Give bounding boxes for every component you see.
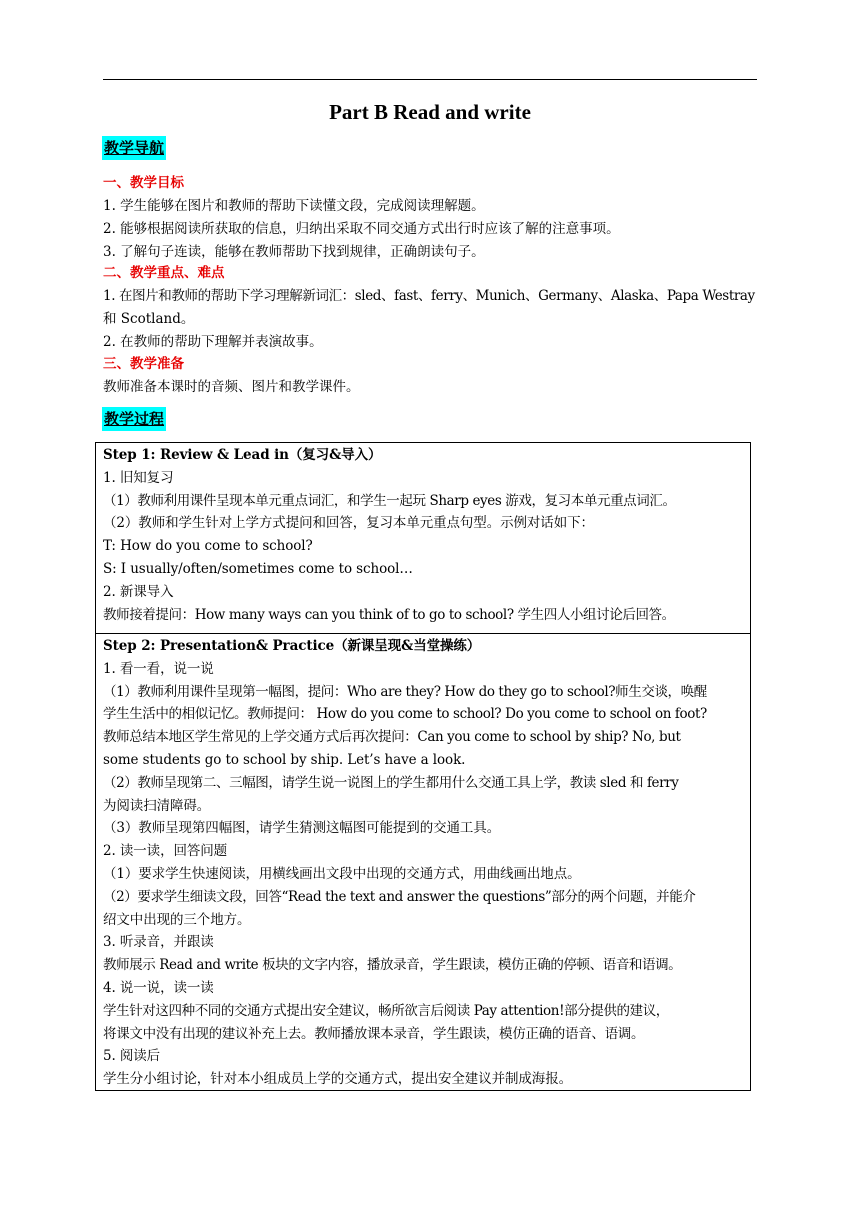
- text-line: 1. 看一看，说一说: [103, 660, 214, 677]
- text-line: 3. 听录音，并跟读: [103, 934, 214, 951]
- text-line: 1. 旧知复习: [103, 469, 174, 486]
- text-line: （1）要求学生快速阅读，用横线画出文段中出现的交通方式，用曲线画出地点。: [103, 865, 581, 882]
- text-line: 教师展示 Read and write 板块的文字内容，播放录音，学生跟读，模仿正确的停顿、语音和语调。: [103, 957, 682, 974]
- step-heading: Step 2: Presentation& Practice（新课呈现&当堂操练）: [103, 638, 481, 654]
- step2-table: [95, 633, 751, 1091]
- text-line: 2. 能够根据阅读所获取的信息，归纳出采取不同交通方式出行时应该了解的注意事项。: [103, 221, 620, 237]
- text-line: 学生分小组讨论，针对本小组成员上学的交通方式，提出安全建议并制成海报。: [103, 1071, 572, 1088]
- text-line: 4. 说一说，读一读: [103, 979, 214, 996]
- text-line: 2. 在教师的帮助下理解并表演故事。: [103, 334, 323, 350]
- text-line: 为阅读扫清障碍。: [103, 797, 211, 814]
- text-line: 教师准备本课时的音频、图片和教学课件。: [103, 379, 360, 395]
- text-line: 教师总结本地区学生常见的上学交通方式后再次提问：Can you come to school by ship? No, but: [103, 729, 681, 746]
- text-line: 学生针对这四种不同的交通方式提出安全建议，畅所欲言后阅读 Pay attention!部分提供的建议，: [103, 1002, 669, 1019]
- objectives-section: [103, 172, 763, 264]
- text-line: 学生生活中的相似记忆。教师提问： How do you come to school? Do you come to school on foot?: [103, 706, 707, 723]
- text-line: （1）教师利用课件呈现本单元重点词汇，和学生一起玩 Sharp eyes 游戏，复习本单元重点词汇。: [103, 492, 676, 509]
- section-heading: 三、教学准备: [103, 356, 184, 372]
- nav-tag: 教学导航: [102, 136, 166, 160]
- text-line: some students go to school by ship. Let’s have a look.: [103, 751, 466, 768]
- step-heading: Step 1: Review & Lead in（复习&导入）: [103, 447, 382, 463]
- text-line: 3. 了解句子连读，能够在教师帮助下找到规律，正确朗读句子。: [103, 244, 485, 260]
- header-rule: [103, 79, 757, 80]
- text-line: S: I usually/often/sometimes come to school…: [103, 560, 413, 577]
- text-line: 1. 在图片和教师的帮助下学习理解新词汇：sled、fast、ferry、Munich、Germany、Alaska、Papa Westray: [103, 288, 755, 304]
- text-line: 教师接着提问：How many ways can you think of to go to school? 学生四人小组讨论后回答。: [103, 606, 675, 623]
- preparation-section: [103, 353, 763, 399]
- focus-section: [103, 262, 763, 354]
- process-tag: 教学过程: [102, 407, 166, 431]
- text-line: 5. 阅读后: [103, 1048, 161, 1065]
- text-line: 2. 读一读，回答问题: [103, 843, 228, 860]
- section-heading: 二、教学重点、难点: [103, 265, 225, 281]
- text-line: 将课文中没有出现的建议补充上去。教师播放课本录音，学生跟读，模仿正确的语音、语调。: [103, 1025, 645, 1042]
- step1-table: [95, 442, 751, 634]
- text-line: （2）要求学生细读文段，回答“Read the text and answer the questions”部分的两个问题，并能介: [103, 888, 696, 905]
- text-line: 绍文中出现的三个地方。: [103, 911, 251, 928]
- text-line: T: How do you come to school?: [103, 538, 313, 555]
- section-heading: 一、教学目标: [103, 175, 184, 191]
- text-line: （2）教师和学生针对上学方式提问和回答，复习本单元重点句型。示例对话如下：: [103, 515, 594, 532]
- text-line: 1. 学生能够在图片和教师的帮助下读懂文段，完成阅读理解题。: [103, 198, 485, 214]
- text-line: （3）教师呈现第四幅图，请学生猜测这幅图可能提到的交通工具。: [103, 820, 501, 837]
- text-line: 2. 新课导入: [103, 583, 174, 600]
- text-line: （2）教师呈现第二、三幅图，请学生说一说图上的学生都用什么交通工具上学，教读 sled 和 ferry: [103, 774, 679, 791]
- text-line: 和 Scotland。: [103, 311, 195, 327]
- page-title: Part B Read and write: [329, 100, 531, 124]
- text-line: （1）教师利用课件呈现第一幅图，提问：Who are they? How do they go to school?师生交谈，唤醒: [103, 683, 707, 700]
